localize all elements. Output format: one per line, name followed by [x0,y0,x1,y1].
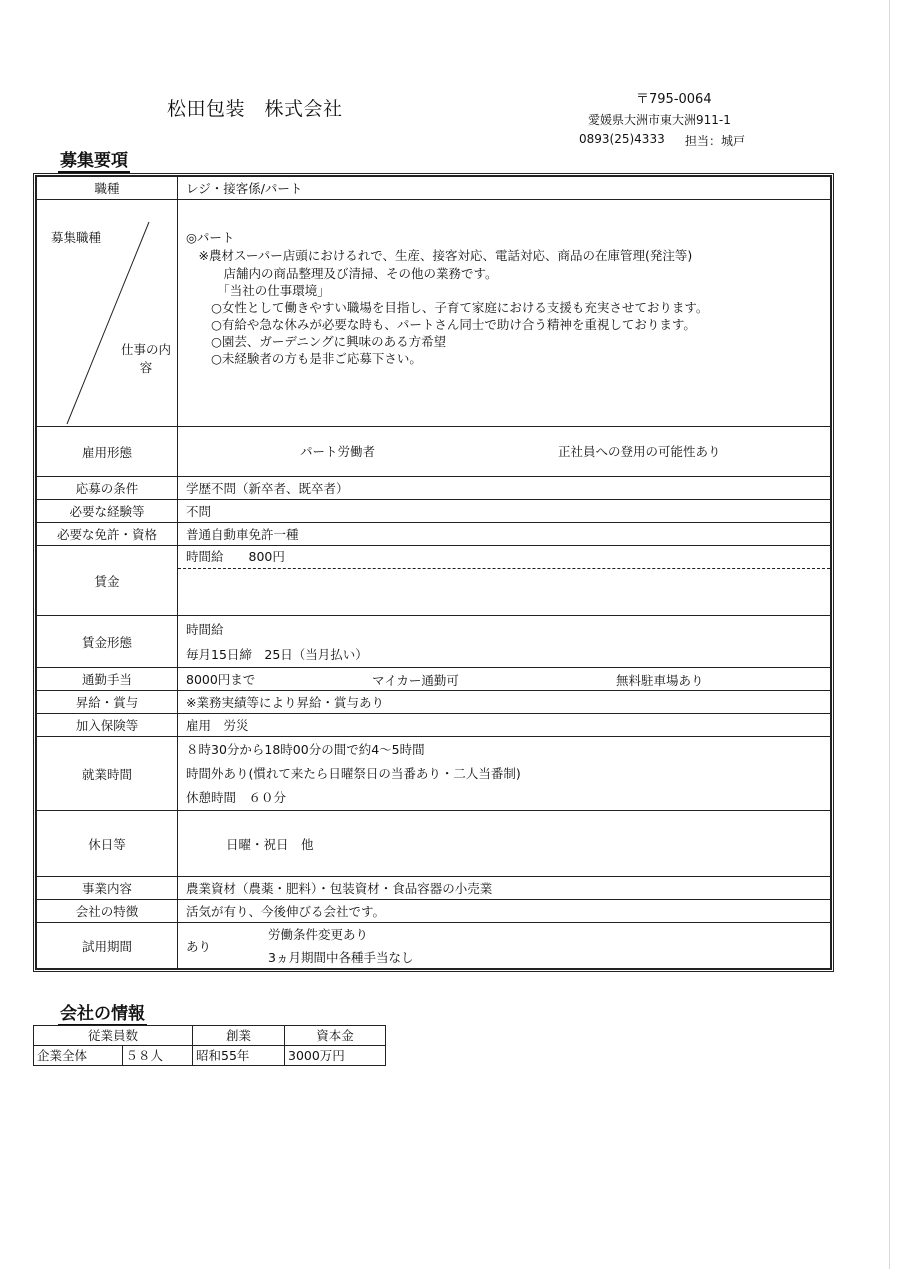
feature-label: 会社の特徴 [37,900,178,923]
conditions-label: 応募の条件 [37,477,178,500]
header-employees: 従業員数 [34,1026,193,1046]
hours-line: 休憩時間 ６０分 [186,789,287,805]
company-address: 愛媛県大洲市東大洲911-1 [588,113,731,127]
experience-label: 必要な経験等 [37,500,178,523]
trial-note: 3ヵ月期間中各種手当なし [268,950,414,965]
trial-note: 労働条件変更あり [268,927,369,942]
row-holiday [37,811,831,877]
commute-car: マイカー通勤可 [372,673,459,688]
commute-amount: 8000円まで [186,672,256,687]
row-feature [37,900,831,923]
insurance-label: 加入保険等 [37,714,178,737]
postal-code: 〒795-0064 [636,92,712,107]
row-job [37,200,831,427]
header-capital: 資本金 [285,1026,386,1046]
raise-label: 昇給・賞与 [37,691,178,714]
job-label-bottom: 仕事の内容 [120,342,171,375]
wage-label: 賃金 [37,546,178,616]
row-wage [37,546,831,616]
job-label-top: 募集職種 [51,230,102,245]
company-info-row [34,1046,386,1066]
row-raise [37,691,831,714]
job-line: ○園芸、ガーデニングに興味のある方希望 [186,334,447,349]
company-info-table [33,1025,386,1066]
trial-cell [178,923,831,969]
job-line: ○女性として働きやすい職場を目指し、子育て家庭における支援も充実させております。 [186,300,709,315]
recruit-section-title: 募集要項 [60,151,128,171]
founded-cell: 昭和55年 [193,1046,285,1066]
business-label: 事業内容 [37,877,178,900]
row-occupation [37,177,831,200]
wage-form-line: 毎月15日締 25日（当月払い） [186,646,368,662]
job-line: ◎パート [186,230,235,245]
raise-value: ※業務実績等により昇給・賞与あり [178,691,831,714]
capital-cell: 3000万円 [285,1046,386,1066]
holiday-label: 休日等 [37,811,178,877]
commute-label: 通勤手当 [37,668,178,691]
job-line: ○有給や急な休みが必要な時も、パートさん同士で助け合う精神を重視しております。 [186,317,696,332]
wage-divider [178,568,830,569]
employees-cell: ５８人 [122,1046,192,1066]
job-line: ※農材スーパー店頭におけるれで、生産、接客対応、電話対応、商品の在庫管理(発注等) [186,248,693,263]
job-description [178,200,831,427]
recruit-table [33,173,834,972]
row-license [37,523,831,546]
holiday-value: 日曜・祝日 他 [178,811,831,877]
hours-label: 就業時間 [37,737,178,811]
license-label: 必要な免許・資格 [37,523,178,546]
wage-form-cell [178,616,831,668]
scope-cell: 企業全体 [34,1046,123,1066]
insurance-value: 雇用 労災 [178,714,831,737]
commute-parking: 無料駐車場あり [616,673,704,688]
row-hours [37,737,831,811]
employment-note: 正社員への登用の可能性あり [558,444,721,459]
wage-cell [178,546,831,616]
wage-form-label: 賃金形態 [37,616,178,668]
wage-value: 時間給 800円 [186,549,285,564]
company-info-title: 会社の情報 [60,1004,145,1024]
employment-cell [178,427,831,477]
job-line: 店舗内の商品整理及び清掃、その他の業務です。 [186,266,498,281]
row-conditions [37,477,831,500]
trial-label: 試用期間 [37,923,178,969]
row-business [37,877,831,900]
license-value: 普通自動車免許一種 [178,523,831,546]
scan-edge [889,0,890,1269]
company-name: 松田包装 株式会社 [167,98,343,120]
employment-label: 雇用形態 [37,427,178,477]
business-value: 農業資材（農薬・肥料）・包装資材・食品容器の小売業 [178,877,831,900]
hours-line: 時間外あり(慣れて来たら日曜祭日の当番あり・二人当番制) [186,765,521,781]
company-info-header [34,1026,386,1046]
header-founded: 創業 [193,1026,285,1046]
job-label-cell [37,200,178,427]
job-line: 「当社の仕事環境」 [186,283,330,298]
row-wage-form [37,616,831,668]
row-trial [37,923,831,969]
job-line: ○未経験者の方も是非ご応募下さい。 [186,351,422,366]
company-phone: 0893(25)4333 [579,132,665,146]
row-employment [37,427,831,477]
occupation-value: レジ・接客係/パート [178,177,831,200]
trial-value: あり [186,938,212,954]
row-insurance [37,714,831,737]
row-commute [37,668,831,691]
feature-value: 活気が有り、今後伸びる会社です。 [178,900,831,923]
commute-cell [178,668,831,691]
conditions-value: 学歴不問（新卒者、既卒者） [178,477,831,500]
hours-cell [178,737,831,811]
contact-person: 担当：城戸 [685,134,746,148]
occupation-label: 職種 [37,177,178,200]
employment-type: パート労働者 [300,444,376,459]
experience-value: 不問 [178,500,831,523]
row-experience [37,500,831,523]
hours-line: ８時30分から18時00分の間で約4～5時間 [186,741,425,757]
wage-form-line: 時間給 [186,621,224,637]
